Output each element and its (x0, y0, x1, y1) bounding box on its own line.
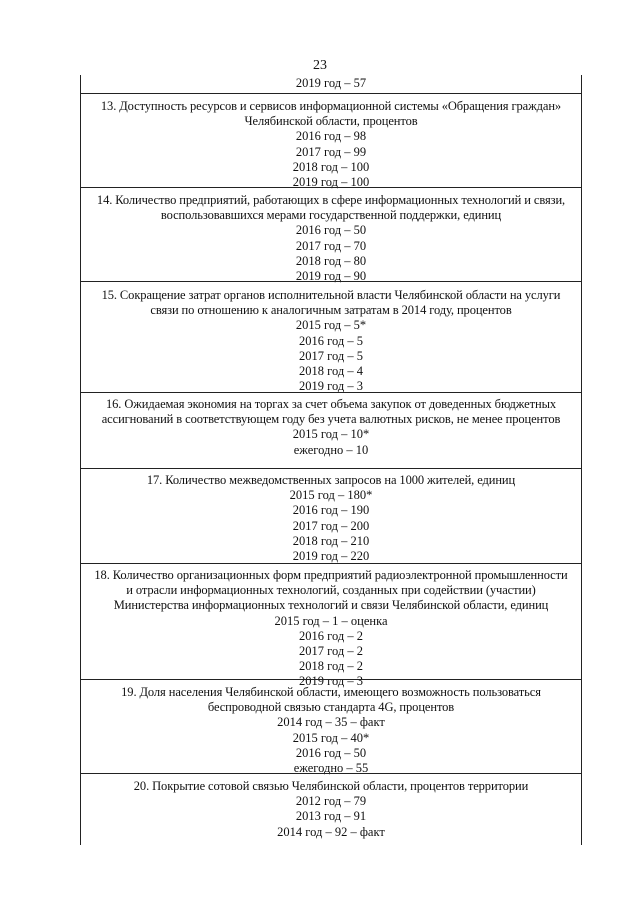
indicator-value: 2016 год – 190 (292, 503, 370, 518)
indicator-value: 2018 год – 2 (299, 659, 363, 674)
row-divider (81, 187, 581, 188)
indicator-section-17 (81, 473, 581, 564)
indicator-value: 2012 год – 79 (295, 794, 367, 809)
indicator-section-15 (81, 288, 581, 394)
page-number: 23 (313, 58, 327, 73)
indicator-value: 2019 год – 100 (292, 175, 370, 190)
indicator-value: 2019 год – 3 (299, 674, 363, 689)
indicator-value: 2019 год – 220 (292, 549, 370, 564)
row-divider (81, 679, 581, 680)
indicator-value: 2019 год – 90 (295, 269, 367, 284)
indicator-section-20 (81, 779, 581, 840)
indicator-value: 2017 год – 2 (299, 644, 363, 659)
heading-line: связи по отношению к аналогичным затратам в 2014 году, процентов (150, 303, 512, 318)
row-divider (81, 281, 581, 282)
row-divider (81, 392, 581, 393)
row-divider (81, 773, 581, 774)
heading-line: Челябинской области, процентов (244, 114, 418, 129)
indicator-value: 2015 год – 1 – оценка (274, 613, 388, 628)
indicator-value: 2017 год – 99 (295, 144, 367, 159)
indicator-section-16 (81, 397, 581, 458)
indicator-value: 2018 год – 210 (292, 533, 370, 548)
indicator-value: 2018 год – 80 (295, 253, 367, 268)
indicator-section-13 (81, 99, 581, 190)
indicator-value: ежегодно – 10 (293, 442, 369, 457)
indicator-heading (81, 397, 581, 427)
row-divider (81, 563, 581, 564)
heading-line: воспользовавшихся мерами государственной поддержки, единиц (160, 208, 502, 223)
indicator-value: 2015 год – 180* (289, 488, 373, 503)
indicator-value: 2018 год – 100 (292, 159, 370, 174)
row-divider (81, 93, 581, 94)
indicator-value: 2016 год – 98 (295, 129, 367, 144)
indicator-heading (81, 779, 581, 794)
indicator-value: 2015 год – 40* (292, 730, 370, 745)
indicator-value: 2017 год – 200 (292, 518, 370, 533)
heading-line: 17. Количество межведомственных запросов на 1000 жителей, единиц (146, 473, 516, 487)
indicator-heading (81, 685, 581, 715)
indicator-value: 2014 год – 35 – факт (277, 715, 385, 730)
indicator-value: 2016 год – 2 (299, 628, 363, 643)
indicator-value: ежегодно – 55 (293, 761, 369, 776)
indicator-heading (81, 193, 581, 223)
indicators-table (80, 75, 582, 845)
heading-line: 20. Покрытие сотовой связью Челябинской области, процентов территории (133, 779, 529, 793)
row-divider (81, 468, 581, 469)
indicator-heading (81, 99, 581, 129)
indicator-heading (81, 473, 581, 488)
heading-line: 14. Количество предприятий, работающих в сфере информационных технологий и связи, (96, 193, 566, 207)
indicator-heading (81, 288, 581, 318)
indicator-value: 2016 год – 50 (295, 745, 367, 760)
indicator-value: 2017 год – 5 (299, 348, 363, 363)
indicator-section-14 (81, 193, 581, 284)
indicator-value: 2014 год – 92 – факт (277, 824, 385, 839)
indicator-value: 2015 год – 5* (295, 318, 367, 333)
indicator-heading (81, 568, 581, 614)
indicator-value: 2013 год – 91 (295, 809, 367, 824)
heading-line: ассигнований в соответствующем году без учета валютных рисков, не менее процентов (101, 412, 561, 427)
heading-line: 19. Доля населения Челябинской области, имеющего возможность пользоваться (121, 685, 541, 699)
heading-line: 13. Доступность ресурсов и сервисов информационной системы «Обращения граждан» (100, 99, 562, 113)
heading-line: Министерства информационных технологий и связи Челябинской области, единиц (113, 598, 549, 613)
top-value-cell (81, 76, 581, 91)
indicator-section-19 (81, 685, 581, 776)
heading-line: 16. Ожидаемая экономия на торгах за счет объема закупок от доведенных бюджетных (105, 397, 557, 411)
indicator-value: 2016 год – 50 (295, 223, 367, 238)
top-value: 2019 год – 57 (295, 76, 367, 90)
heading-line: 18. Количество организационных форм предприятий радиоэлектронной промышленности (94, 568, 568, 582)
heading-line: беспроводной связью стандарта 4G, процентов (207, 700, 455, 715)
heading-line: и отрасли информационных технологий, созданных при содействии (участии) (126, 583, 536, 598)
indicator-value: 2015 год – 10* (292, 427, 370, 442)
indicator-value: 2018 год – 4 (299, 364, 363, 379)
indicator-value: 2017 год – 70 (295, 238, 367, 253)
indicator-value: 2016 год – 5 (299, 333, 363, 348)
indicator-section-18 (81, 568, 581, 690)
heading-line: 15. Сокращение затрат органов исполнительной власти Челябинской области на услуги (101, 288, 561, 302)
indicator-value: 2019 год – 3 (299, 379, 363, 394)
